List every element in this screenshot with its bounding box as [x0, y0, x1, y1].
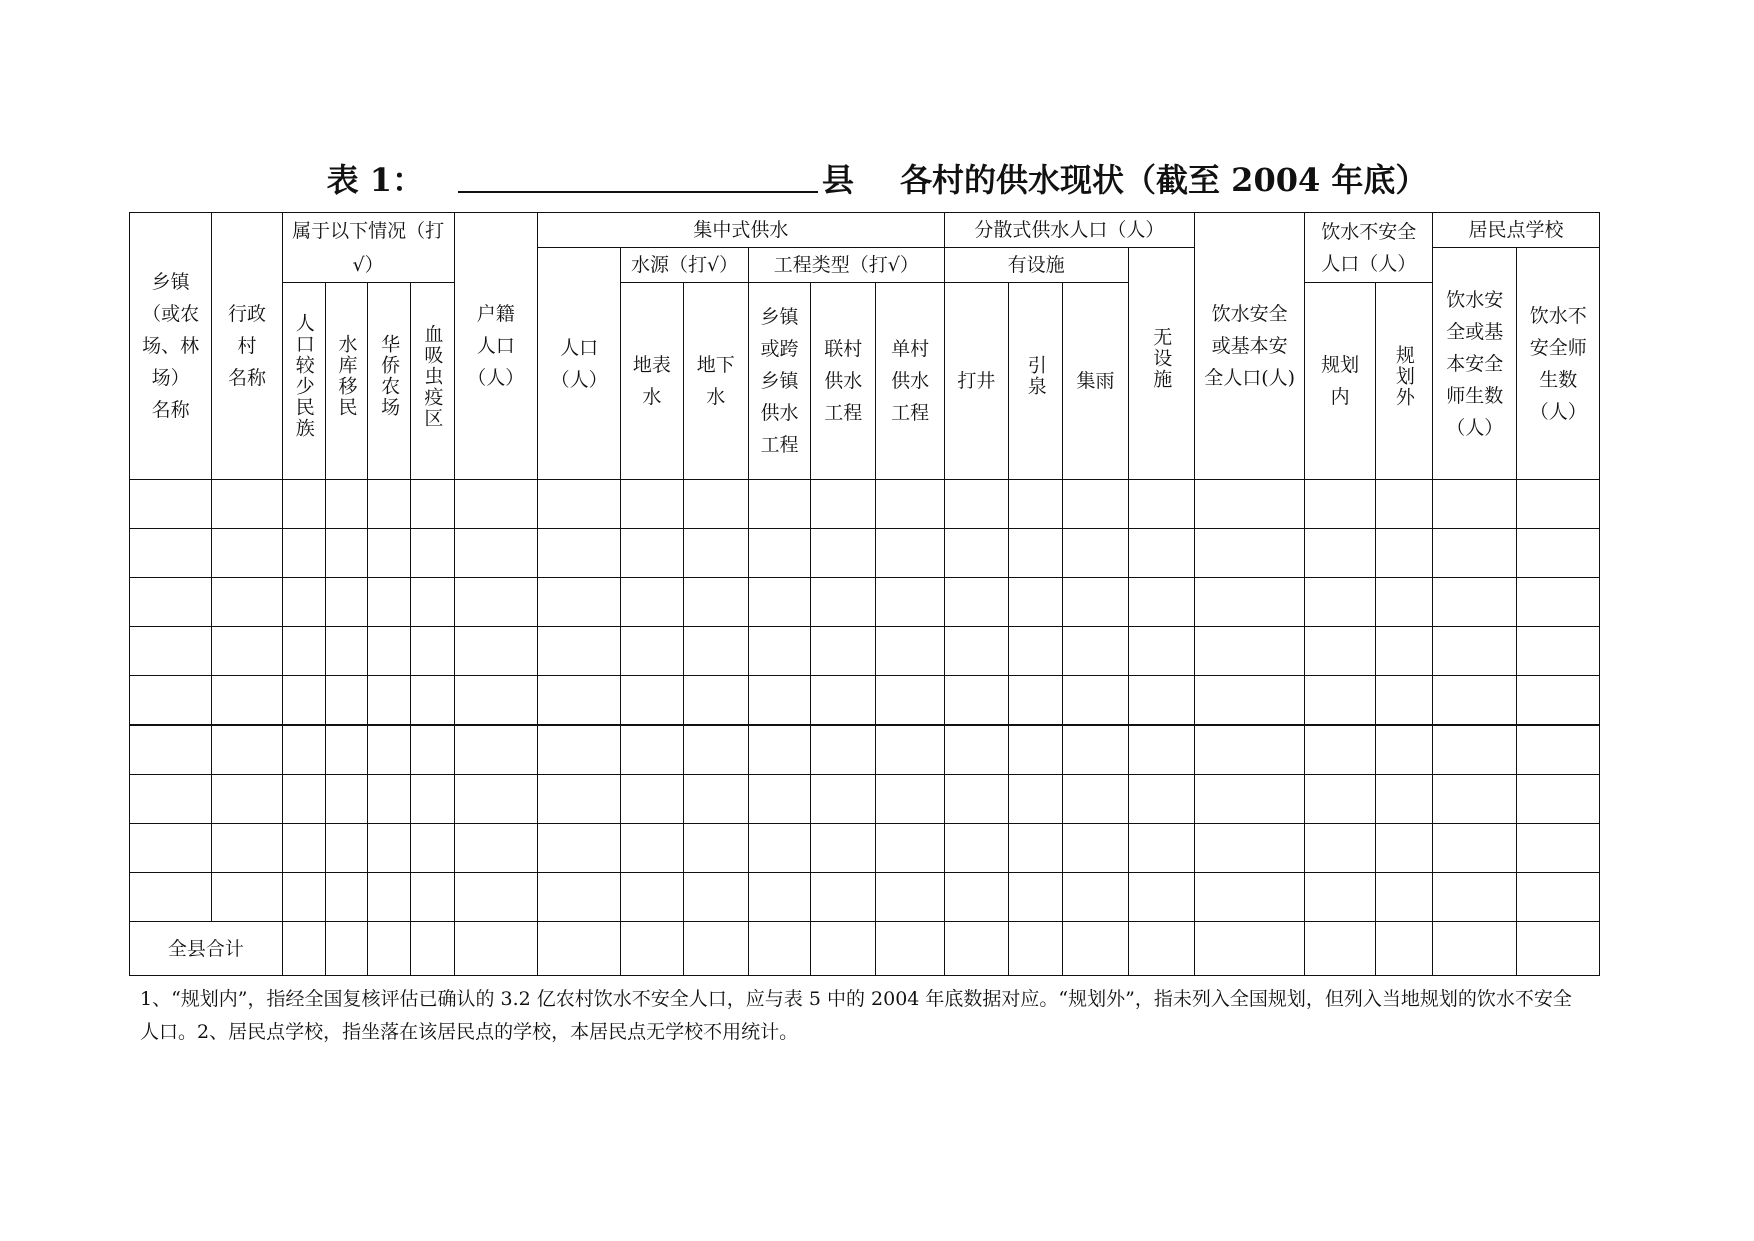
col-overseas-farm: 华侨农场 [368, 283, 411, 480]
table-row [130, 725, 1600, 775]
col-rain: 集雨 [1063, 283, 1128, 480]
county-name-blank[interactable] [458, 161, 818, 193]
total-row [130, 922, 1600, 976]
table-row [130, 578, 1600, 627]
col-central-supply: 集中式供水 [537, 213, 944, 248]
col-situation: 属于以下情况（打√） [282, 213, 454, 283]
table-row [130, 627, 1600, 676]
col-single-village-project: 单村 供水 工程 [876, 283, 944, 480]
title-text: 各村的供水现状（截至 2004 年底） [900, 161, 1428, 199]
col-safe-pop: 饮水安全 或基本安 全人口(人) [1194, 213, 1305, 480]
col-in-plan: 规划 内 [1305, 283, 1375, 480]
total-label: 全县合计 [130, 922, 283, 976]
col-with-facility: 有设施 [944, 248, 1128, 283]
col-central-pop: 人口 （人） [537, 248, 620, 480]
col-water-source: 水源（打√） [621, 248, 749, 283]
col-schisto: 血吸虫疫区 [411, 283, 454, 480]
col-spring: 引泉 [1009, 283, 1063, 480]
title-prefix: 表 1： [326, 161, 425, 199]
table-row [130, 676, 1600, 726]
table-row [130, 824, 1600, 873]
footnotes: 1、“规划内”，指经全国复核评估已确认的 3.2 亿农村饮水不安全人口，应与表 5 中的 2004 年底数据对应。“规划外”，指未列入全国规划，但列入当地规划的饮水不安全人口。2、居民点学校，指坐落在该居民点的学校，本居民点无学校不用统计。 [140, 988, 1572, 1043]
col-surface-water: 地表 水 [621, 283, 683, 480]
col-out-plan: 规划外 [1375, 283, 1432, 480]
col-village: 行政 村 名称 [212, 213, 282, 480]
col-reservoir: 水库移民 [325, 283, 367, 480]
table-row [130, 529, 1600, 578]
col-township-project: 乡镇 或跨 乡镇 供水 工程 [748, 283, 810, 480]
table-row [130, 873, 1600, 922]
col-school-safe: 饮水安 全或基 本安全 师生数 （人） [1433, 248, 1517, 480]
col-multi-village-project: 联村 供水 工程 [811, 283, 876, 480]
page-title [0, 158, 1754, 202]
col-project-type: 工程类型（打√） [748, 248, 944, 283]
col-school: 居民点学校 [1433, 213, 1600, 248]
col-unsafe-pop: 饮水不安全 人口（人） [1305, 213, 1433, 283]
col-minority: 人口较少民族 [282, 283, 325, 480]
col-well: 打井 [944, 283, 1008, 480]
table-row [130, 480, 1600, 529]
table-row [130, 775, 1600, 824]
col-school-unsafe: 饮水不 安全师 生数 （人） [1517, 248, 1600, 480]
water-supply-table [129, 212, 1600, 976]
col-dispersed-supply: 分散式供水人口（人） [944, 213, 1194, 248]
col-registered-pop: 户籍 人口 （人） [454, 213, 537, 480]
col-no-facility: 无设施 [1128, 248, 1194, 480]
title-county-suffix: 县 [822, 161, 855, 199]
col-township: 乡镇 （或农 场、林 场） 名称 [130, 213, 212, 480]
col-ground-water: 地下 水 [683, 283, 748, 480]
